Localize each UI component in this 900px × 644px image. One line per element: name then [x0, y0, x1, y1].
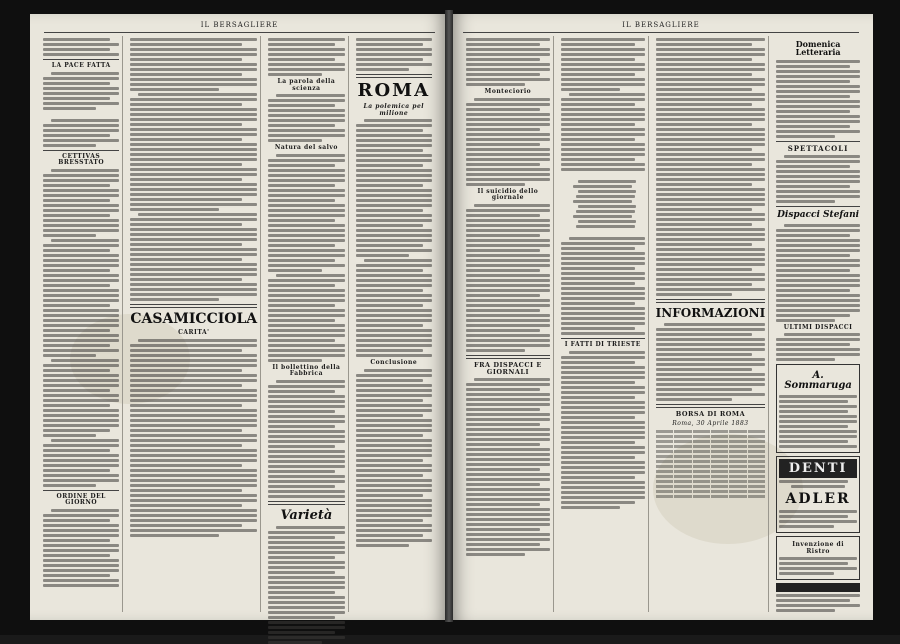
- ad-adler-title: ADLER: [785, 491, 851, 508]
- right-col-2: [558, 36, 649, 612]
- ad-invenzione-title: Invenzione di Ristro: [792, 541, 844, 555]
- right-col-3: [653, 36, 770, 612]
- roma-title: ROMA: [357, 80, 431, 101]
- left-col-4: [353, 36, 435, 612]
- heading-ordine: ORDINE DEL GIORNO: [56, 492, 106, 507]
- left-col-3: [265, 36, 348, 612]
- heading-fra-dispacci: FRA DISPACCI E GIORNALI: [474, 360, 542, 376]
- heading-conclusione: Conclusione: [370, 359, 418, 367]
- varieta-title: Varietà: [280, 507, 333, 523]
- heading-cettivas: CETTIVAS BRESSTATO: [58, 152, 105, 167]
- casamicciola-title: CASAMICCIOLA: [130, 311, 258, 327]
- heading-spettacoli: SPETTACOLI: [787, 144, 849, 153]
- heading-montecitorio: Monteciorio: [484, 88, 532, 95]
- domenica-letteraria-title: Domenica Letteraria: [795, 39, 841, 57]
- left-col-2: [127, 36, 261, 612]
- masthead-right: IL BERSAGLIERE: [622, 21, 700, 29]
- ad-invenzione: [776, 536, 860, 580]
- right-col-1: [463, 36, 554, 612]
- heading-parola-scienza: La parola della scienza: [277, 78, 336, 92]
- informazioni-title: INFORMAZIONI: [655, 306, 766, 320]
- heading-ultimi-dispacci: ULTIMI DISPACCI: [783, 323, 853, 331]
- ad-sommaruga: [776, 364, 860, 453]
- ad-sommaruga-title: A. Sommaruga: [784, 370, 852, 392]
- right-col-4: [773, 36, 863, 612]
- heading-suicidio: Il suicidio dello giornale: [477, 187, 539, 202]
- casamicciola-sub: CARITA': [178, 329, 210, 336]
- left-page: [30, 14, 445, 620]
- borsa-date: Roma, 30 Aprile 1883: [672, 420, 749, 428]
- heading-dispacci-stefani: Dispacci Stefani: [777, 209, 860, 220]
- masthead-left: IL BERSAGLIERE: [200, 21, 279, 29]
- ad-bar: [776, 583, 860, 592]
- book-gutter: [445, 10, 453, 622]
- ad-denti-adler: [776, 456, 860, 533]
- right-running-head: [463, 18, 859, 33]
- heading-pace-fatta: LA PACE FATTA: [51, 62, 111, 69]
- heading-bollettino: Il bollettino della Fabbrica: [272, 363, 341, 378]
- heading-borsa: BORSA DI ROMA: [675, 410, 746, 418]
- heading-natura-salvo: Natura del salvo: [274, 144, 338, 152]
- heading-fatti-trieste: I FATTI DI TRIESTE: [564, 341, 641, 348]
- left-col-1: [40, 36, 123, 612]
- heading-polemica: La polemica pel milione: [363, 103, 425, 117]
- left-running-head: [44, 18, 435, 33]
- ad-denti-title: DENTI: [779, 459, 857, 478]
- right-page: [453, 14, 873, 620]
